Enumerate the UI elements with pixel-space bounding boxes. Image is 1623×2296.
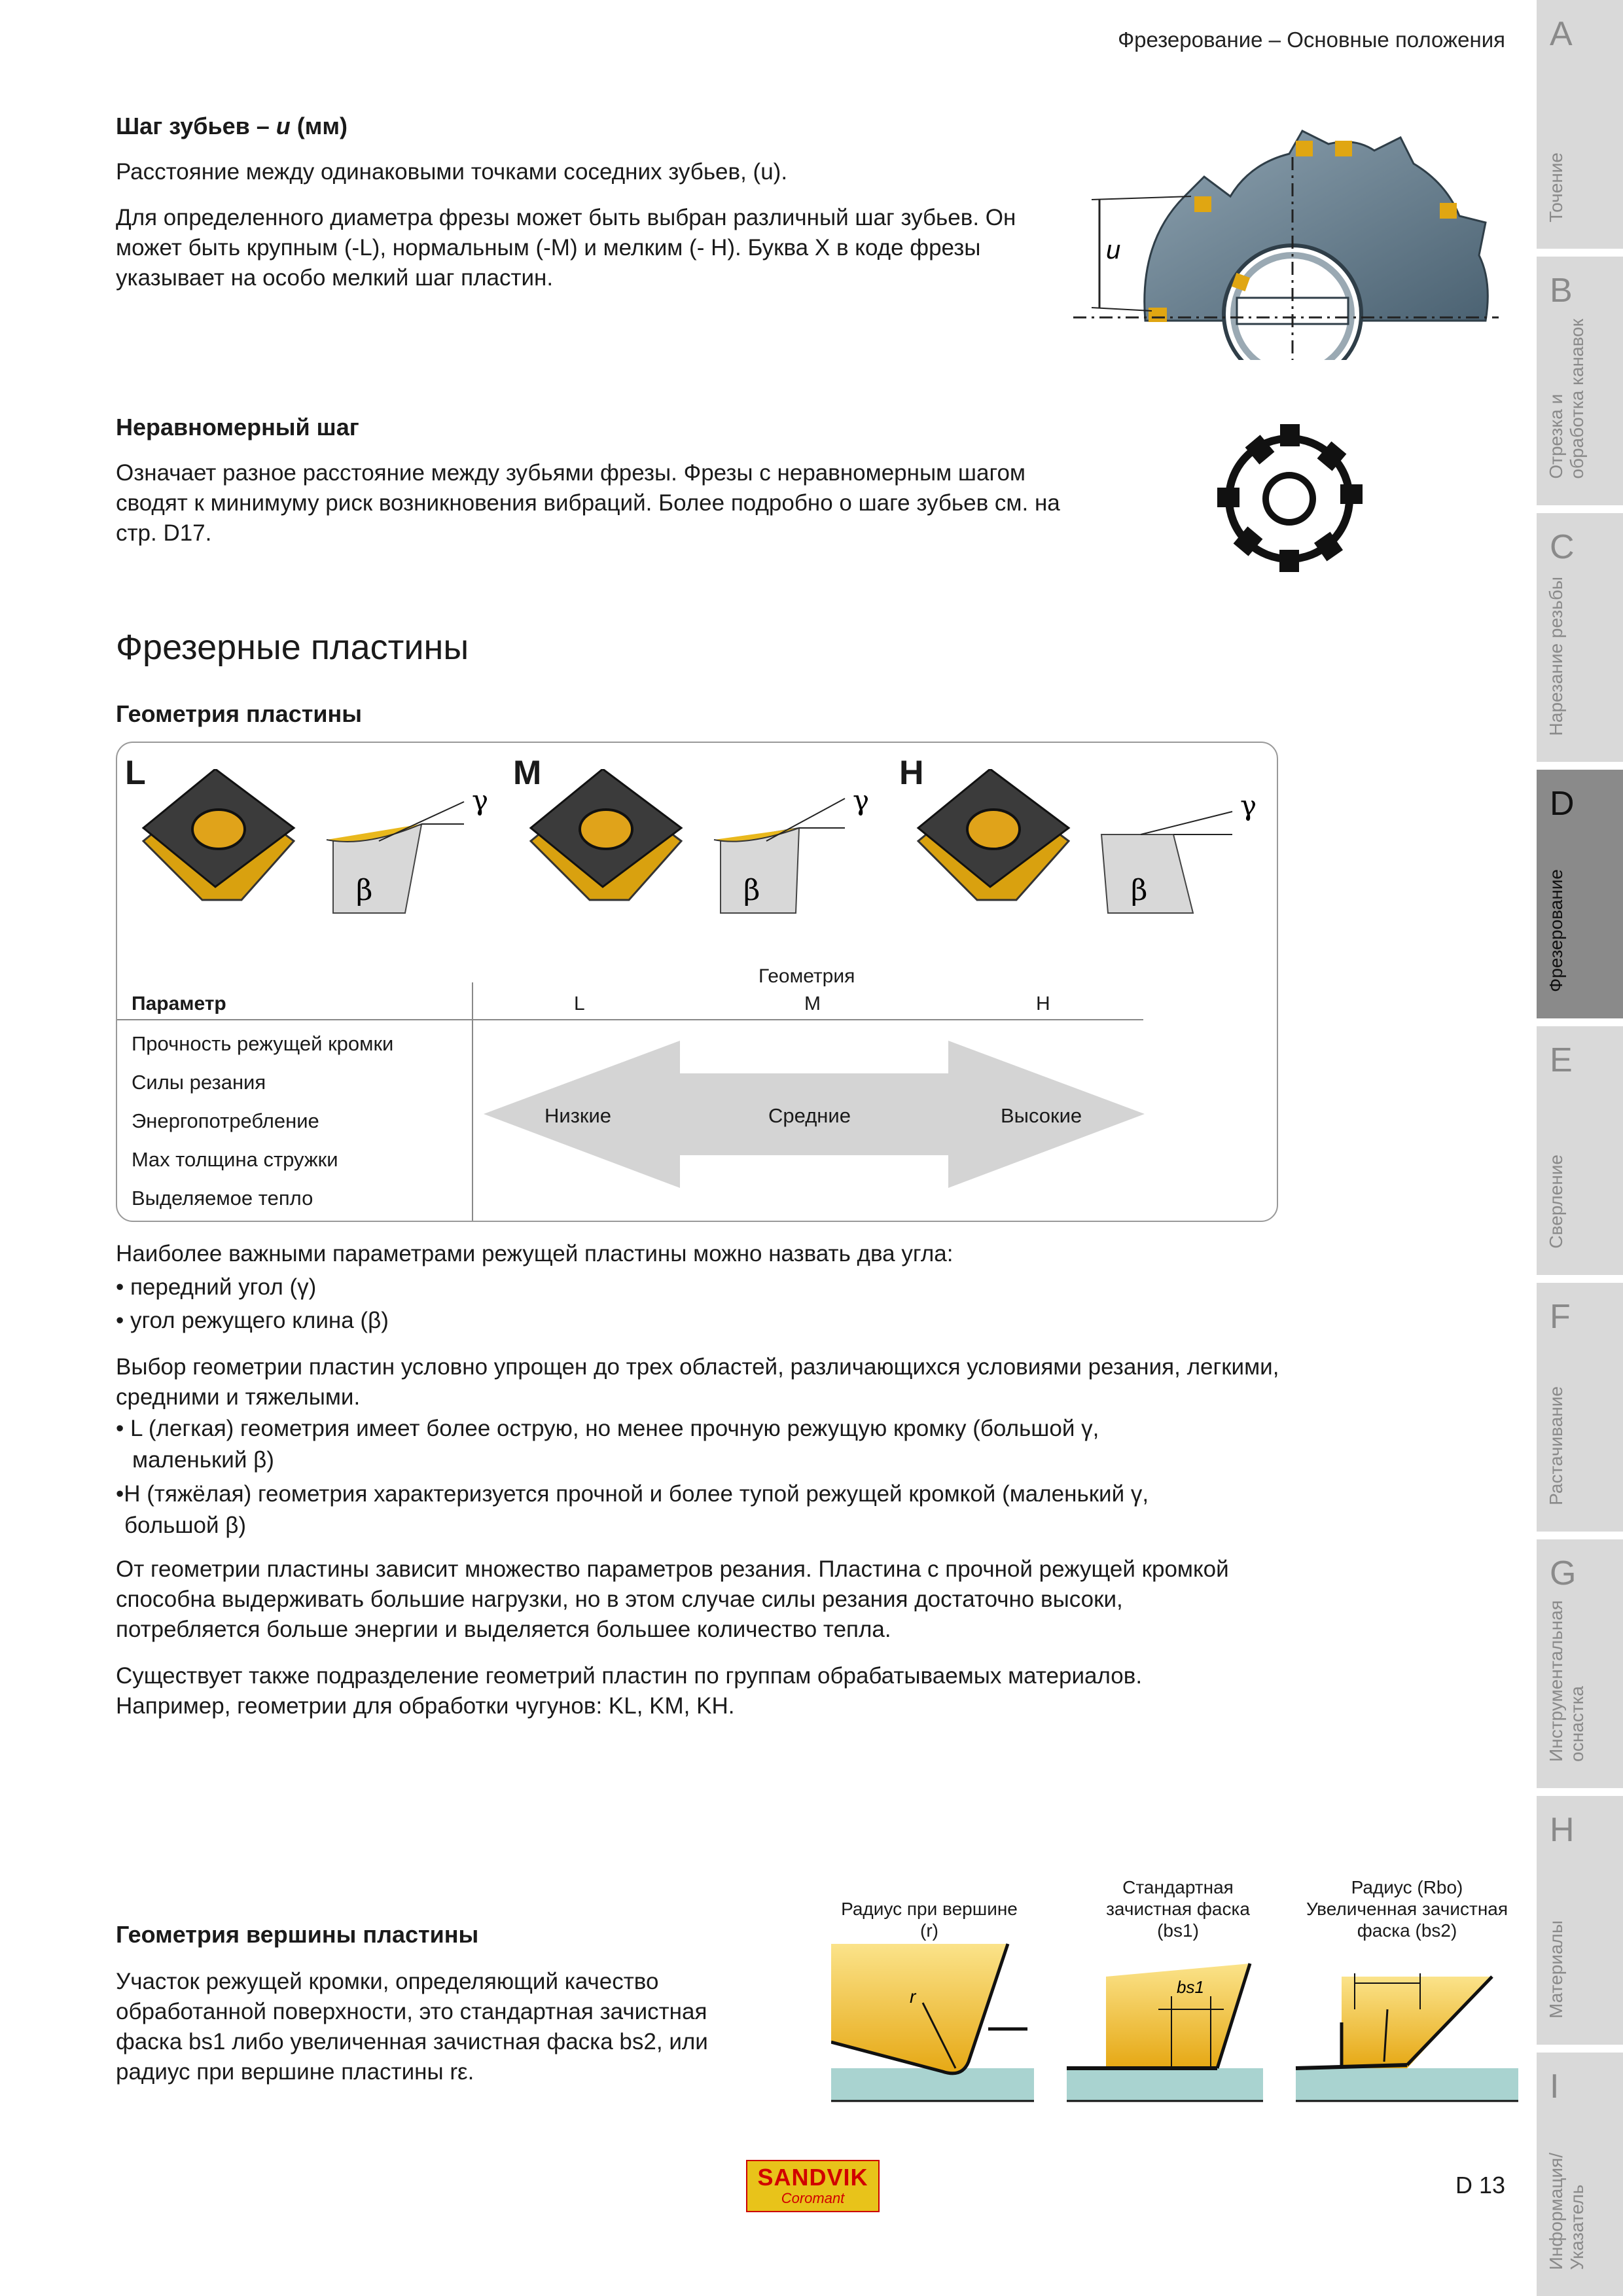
uneven-description: Означает разное расстояние между зубьями фрезы. Фрезы с неравномерным шагом сводят к минимуму риск возникновения вибраций. Более подробно о шаге зубьев см. на стр. D17. (116, 460, 1060, 546)
beta-symbol-h: β (1131, 874, 1148, 907)
tab-boring[interactable]: F Растачивание (1537, 1283, 1623, 1532)
geom-letter-m: M (513, 754, 542, 792)
insert-l-illustration (130, 769, 510, 939)
angles-intro: Наиболее важными параметрами режущей пластины можно назвать два угла: (116, 1241, 954, 1266)
pitch-definition: Расстояние между одинаковыми точками соседних зубьев, (u). (116, 159, 788, 185)
cutter-u-label: u (1106, 236, 1121, 264)
arrow-label-low: Низкие (544, 1104, 612, 1127)
running-header: Фрезерование – Основные положения (1118, 27, 1505, 52)
gamma-symbol-h: γ (1240, 789, 1257, 821)
param-row: Прочность режущей кромки (132, 1032, 394, 1055)
gamma-symbol-l: γ (472, 784, 489, 816)
tab-info-index[interactable]: I Информация/ Указатель (1537, 2053, 1623, 2296)
beta-symbol-m: β (743, 874, 760, 907)
param-row: Силы резания (132, 1071, 266, 1094)
geometry-header: Геометрия (758, 965, 855, 987)
tab-materials[interactable]: H Материалы (1537, 1796, 1623, 2045)
fig-radius-caption: Радиус при вершине (r) (841, 1899, 1018, 1941)
sandvik-coromant-logo: SANDVIK Coromant (746, 2160, 880, 2212)
bullet-l-geometry: • L (легкая) геометрия имеет более острую, но менее прочную режущую кромку (большой γ, (116, 1416, 1099, 1441)
bullet-h-geometry-cont: большой β) (124, 1513, 247, 1538)
arrow-label-high: Высокие (1001, 1104, 1082, 1127)
insert-m-illustration (518, 769, 897, 939)
insert-geometry-panel (116, 742, 1278, 1222)
col-l-header: L (574, 993, 585, 1014)
bullet-wedge-angle: • угол режущего клина (β) (116, 1308, 389, 1333)
fig-r-label: r (910, 1986, 916, 2007)
param-row: Выделяемое тепло (132, 1187, 313, 1210)
tab-turning[interactable]: A Точение (1537, 0, 1623, 249)
tab-parting-grooving[interactable]: B Отрезка и обработка канавок (1537, 257, 1623, 505)
tab-drilling[interactable]: E Сверление (1537, 1026, 1623, 1275)
inserts-title: Фрезерные пластины (116, 628, 469, 667)
chapter-tabs (1537, 0, 1623, 2296)
cutter-pitch-illustration (1073, 124, 1499, 360)
fig-bs1-label: bs1 (1177, 1977, 1204, 1997)
fig-standard-chamfer-caption: Стандартная зачистная фаска (bs1) (1106, 1877, 1250, 1941)
param-row: Энергопотребление (132, 1109, 319, 1132)
fig-wide-chamfer-caption: Радиус (Rbo) Увеличенная зачистная фаска (bs2) (1306, 1877, 1508, 1941)
tab-tooling[interactable]: G Инструментальная оснастка (1537, 1539, 1623, 1788)
bullet-rake-angle: • передний угол (γ) (116, 1274, 317, 1300)
col-h-header: H (1036, 993, 1050, 1014)
geometry-dependency-text: От геометрии пластины зависит множество параметров резания. Пластина с прочной режущей кромкой способна выдерживать большие нагрузки, но в этом случае силы резания достаточно высоки, потребляется больше энергии и выделяется большее количество тепла. (116, 1556, 1229, 1642)
geom-letter-h: H (899, 754, 924, 792)
tip-geometry-figures (831, 1937, 1518, 2108)
bullet-h-geometry: •H (тяжёлая) геометрия характеризуется прочной и более тупой режущей кромкой (маленький γ, (116, 1481, 1149, 1507)
insert-geometry-subtitle: Геометрия пластины (116, 700, 362, 727)
arrow-label-mid: Средние (768, 1104, 851, 1127)
beta-symbol-l: β (356, 874, 373, 907)
gamma-symbol-m: γ (853, 784, 870, 816)
tab-threading[interactable]: C Нарезание резьбы (1537, 513, 1623, 762)
table-header-rule (117, 1019, 1143, 1020)
geometry-choice-text: Выбор геометрии пластин условно упрощен до трех областей, различающихся условиями резания, легкими, средними и тяжелыми. (116, 1354, 1279, 1410)
insert-h-illustration (905, 769, 1285, 939)
col-m-header: M (804, 993, 821, 1014)
param-row: Max толщина стружки (132, 1148, 338, 1171)
pitch-description: Для определенного диаметра фрезы может быть выбран различный шаг зубьев. Он может быть крупным (-L), нормальным (-M) и мелким (- H). Буква X в коде фрезы указывает на особо мелкий шаг пластин. (116, 205, 1016, 291)
uneven-title: Неравномерный шаг (116, 414, 359, 440)
uneven-pitch-cutter-icon (1204, 419, 1374, 576)
page-number: D 13 (1455, 2172, 1505, 2198)
tip-geometry-description: Участок режущей кромки, определяющий качество обработанной поверхности, это стандартная зачистная фаска bs1 либо увеличенная зачистная фаска bs2, или радиус при вершине пластины rε. (116, 1969, 708, 2085)
param-header: Параметр (132, 993, 226, 1014)
tab-milling[interactable]: D Фрезерование (1537, 770, 1623, 1018)
tip-geometry-title: Геометрия вершины пластины (116, 1921, 479, 1948)
pitch-title: Шаг зубьев – u (мм) (116, 113, 348, 139)
material-groups-text: Существует также подразделение геометрий пластин по группам обрабатываемых материалов. Например, геометрии для обработки чугунов: KL, KM, KH. (116, 1663, 1143, 1719)
geom-letter-l: L (125, 754, 146, 792)
bullet-l-geometry-cont: маленький β) (132, 1447, 274, 1473)
table-column-rule (472, 982, 473, 1221)
